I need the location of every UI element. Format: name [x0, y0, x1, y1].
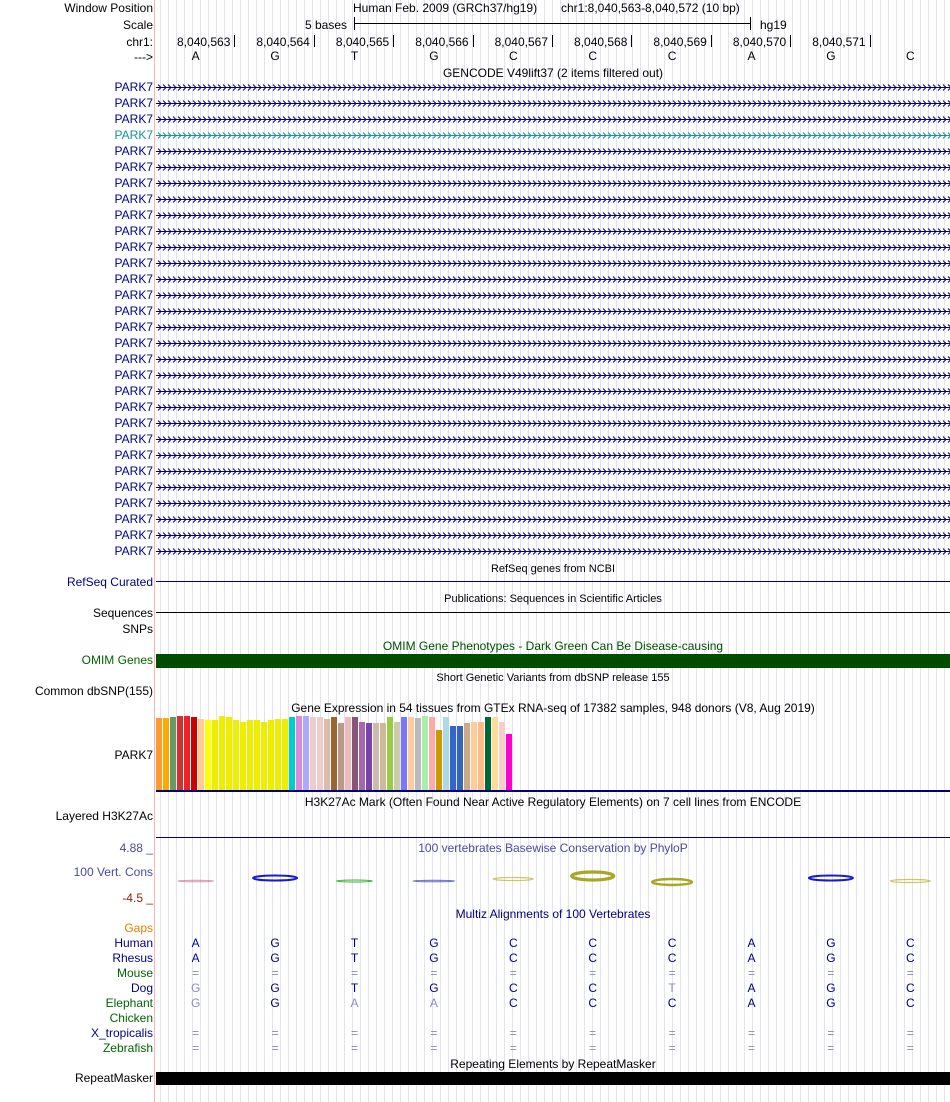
gtex-tissue-bar[interactable]	[275, 719, 281, 790]
transcript-arrows	[156, 160, 950, 174]
transcript-arrows	[156, 128, 950, 142]
alignment-base: C	[508, 996, 518, 1010]
position-tick	[314, 35, 315, 47]
alignment-base: =	[827, 966, 835, 980]
gtex-tissue-bar[interactable]	[310, 717, 316, 790]
position-tick-label: 8,040,570	[732, 35, 787, 49]
omim-label[interactable]: OMIM Genes	[81, 653, 153, 667]
gtex-tissue-bar[interactable]	[436, 730, 442, 790]
gtex-tissue-bar[interactable]	[212, 720, 218, 790]
gencode-gene-label[interactable]: PARK7	[114, 416, 153, 430]
transcript-arrows	[156, 496, 950, 510]
gtex-tissue-bar[interactable]	[296, 716, 302, 790]
position-tick-label: 8,040,565	[335, 35, 390, 49]
alignment-base: G	[270, 936, 280, 950]
position-tick-label: 8,040,567	[494, 35, 548, 49]
alignment-base: C	[667, 951, 677, 965]
transcript-arrows	[156, 96, 950, 110]
repeatmasker-bar[interactable]	[156, 1072, 950, 1085]
gtex-tissue-bar[interactable]	[506, 734, 512, 790]
gencode-gene-label[interactable]: PARK7	[114, 272, 153, 286]
gtex-tissue-bar[interactable]	[359, 722, 365, 790]
gtex-tissue-bar[interactable]	[219, 716, 225, 790]
position-tick-label: 8,040,566	[415, 35, 469, 49]
h3k27ac-label[interactable]: Layered H3K27Ac	[55, 809, 153, 823]
gencode-gene-label[interactable]: PARK7	[114, 176, 153, 190]
gencode-gene-label[interactable]: PARK7	[114, 336, 153, 350]
region-text: chr1:8,040,563-8,040,572 (10 bp)	[561, 1, 740, 15]
transcript-arrows	[156, 144, 950, 158]
gencode-transcript[interactable]	[156, 208, 950, 222]
gencode-transcript[interactable]	[156, 304, 950, 318]
alignment-base: C	[508, 981, 518, 995]
gencode-transcript[interactable]	[156, 336, 950, 350]
alignment-base: A	[191, 951, 200, 965]
species-label[interactable]: Dog	[130, 981, 153, 995]
species-label[interactable]: Chicken	[109, 1011, 153, 1025]
gtex-tissue-bar[interactable]	[485, 717, 491, 790]
gtex-tissue-bar[interactable]	[338, 723, 344, 790]
h3k27ac-track-title: H3K27Ac Mark (Often Found Near Active Regulatory Elements) on 7 cell lines from ENCODE	[304, 795, 802, 809]
alignment-base: G	[826, 996, 836, 1010]
gtex-tissue-bar[interactable]	[422, 716, 428, 790]
reference-base: C	[667, 49, 677, 63]
gencode-transcript[interactable]	[156, 512, 950, 526]
gtex-tissue-bar[interactable]	[156, 718, 162, 790]
gtex-tissue-bar[interactable]	[163, 718, 169, 790]
alignment-base: =	[271, 1041, 279, 1055]
repeatmasker-label[interactable]: RepeatMasker	[74, 1071, 153, 1085]
reference-base: C	[508, 49, 518, 63]
alignment-base: =	[827, 1041, 835, 1055]
transcript-arrows	[156, 288, 950, 302]
alignment-base: T	[350, 936, 359, 950]
alignment-base: =	[509, 1026, 517, 1040]
gencode-transcript[interactable]	[156, 288, 950, 302]
transcript-arrows	[156, 208, 950, 222]
alignment-base: =	[589, 1026, 597, 1040]
gencode-gene-label[interactable]: PARK7	[114, 512, 153, 526]
alignment-base: =	[589, 1041, 597, 1055]
alignment-base: =	[271, 1026, 279, 1040]
alignment-base: C	[508, 951, 518, 965]
gtex-tissue-bar[interactable]	[317, 717, 323, 790]
gencode-transcript[interactable]	[156, 352, 950, 366]
transcript-arrows	[156, 320, 950, 334]
gencode-transcript[interactable]	[156, 160, 950, 174]
gtex-tissue-bar[interactable]	[282, 719, 288, 790]
gtex-tissue-bar[interactable]	[499, 722, 505, 790]
alignment-base: C	[588, 936, 598, 950]
gencode-gene-label[interactable]: PARK7	[114, 448, 153, 462]
reference-base: T	[350, 49, 359, 63]
alignment-base: =	[827, 1026, 835, 1040]
alignment-base: A	[747, 996, 756, 1010]
transcript-arrows	[156, 240, 950, 254]
gencode-transcript[interactable]	[156, 432, 950, 446]
gtex-tissue-bar[interactable]	[198, 719, 204, 790]
gencode-transcript[interactable]	[156, 464, 950, 478]
species-label[interactable]: Rhesus	[112, 951, 153, 965]
phylop-glyph	[652, 879, 692, 885]
gtex-tissue-bar[interactable]	[268, 720, 274, 790]
transcript-arrows	[156, 416, 950, 430]
position-tick	[552, 35, 553, 47]
position-tick-label: 8,040,568	[574, 35, 628, 49]
position-tick	[393, 35, 394, 47]
gtex-tissue-bar[interactable]	[226, 717, 232, 790]
alignment-base: =	[906, 1041, 914, 1055]
gtex-tissue-bar[interactable]	[247, 720, 253, 790]
publications-line	[156, 612, 950, 613]
gencode-transcript[interactable]	[156, 240, 950, 254]
gtex-bar-chart[interactable]	[156, 716, 556, 790]
phylop-glyph	[337, 880, 373, 882]
gtex-tissue-bar[interactable]	[184, 716, 190, 790]
h3k27ac-baseline	[156, 837, 950, 838]
scale-bar	[354, 17, 751, 31]
transcript-arrows	[156, 432, 950, 446]
gtex-tissue-bar[interactable]	[450, 726, 456, 790]
conservation-max-label: 4.88 _	[119, 841, 153, 855]
alignment-base: G	[429, 936, 439, 950]
position-tick-label: 8,040,563	[177, 35, 231, 49]
alignment-base: =	[509, 1041, 517, 1055]
transcript-arrows	[156, 80, 950, 94]
alignment-base: G	[826, 936, 836, 950]
alignment-base: T	[668, 981, 676, 995]
gtex-tissue-bar[interactable]	[233, 720, 239, 790]
transcript-arrows	[156, 352, 950, 366]
transcript-arrows	[156, 176, 950, 190]
gencode-gene-label[interactable]: PARK7	[114, 496, 153, 510]
alignment-base: =	[668, 1041, 676, 1055]
gtex-tissue-bar[interactable]	[443, 717, 449, 790]
conservation-track-title: 100 vertebrates Basewise Conservation by PhyloP	[418, 841, 688, 855]
alignment-base: =	[668, 966, 676, 980]
gtex-tissue-bar[interactable]	[401, 717, 407, 790]
repeatmasker-track-title: Repeating Elements by RepeatMasker	[450, 1057, 656, 1071]
alignment-base: C	[905, 981, 915, 995]
transcript-arrows	[156, 544, 950, 558]
gtex-tissue-bar[interactable]	[415, 718, 421, 790]
gtex-tissue-bar[interactable]	[331, 717, 337, 790]
transcript-arrows	[156, 304, 950, 318]
alignment-base: C	[905, 951, 915, 965]
gencode-gene-label[interactable]: PARK7	[114, 224, 153, 238]
alignment-base: =	[192, 966, 200, 980]
gtex-tissue-bar[interactable]	[373, 723, 379, 790]
alignment-base: A	[747, 936, 756, 950]
alignment-base: =	[906, 1026, 914, 1040]
gtex-tissue-bar[interactable]	[254, 720, 260, 790]
transcript-arrows	[156, 400, 950, 414]
gencode-transcript[interactable]	[156, 176, 950, 190]
alignment-base: G	[270, 951, 280, 965]
reference-base: A	[191, 49, 200, 63]
gencode-transcript[interactable]	[156, 224, 950, 238]
alignment-base: G	[429, 981, 439, 995]
transcript-arrows	[156, 384, 950, 398]
gencode-transcript[interactable]	[156, 528, 950, 542]
conservation-min-label: -4.5 _	[122, 891, 153, 905]
gencode-gene-label[interactable]: PARK7	[114, 80, 153, 94]
position-tick	[711, 35, 712, 47]
gencode-track-title: GENCODE V49lift37 (2 items filtered out)	[442, 66, 664, 80]
alignment-base: G	[429, 951, 439, 965]
gencode-transcript[interactable]	[156, 256, 950, 270]
refseq-label[interactable]: RefSeq Curated	[66, 575, 153, 589]
dbsnp-label[interactable]: Common dbSNP(155)	[34, 684, 153, 698]
alignment-base: A	[191, 936, 200, 950]
gencode-gene-label[interactable]: PARK7	[114, 256, 153, 270]
position-tick-label: 8,040,564	[256, 35, 310, 49]
publications-label[interactable]: Sequences	[92, 606, 153, 620]
gencode-gene-label[interactable]: PARK7	[114, 432, 153, 446]
gencode-transcript[interactable]	[156, 112, 950, 126]
alignment-base: C	[588, 951, 598, 965]
alignment-base: =	[747, 1026, 755, 1040]
gencode-gene-label[interactable]: PARK7	[114, 368, 153, 382]
strand-label[interactable]: --->	[134, 50, 153, 64]
gencode-transcript[interactable]	[156, 272, 950, 286]
gencode-gene-label[interactable]: PARK7	[114, 112, 153, 126]
species-label[interactable]: X_tropicalis	[90, 1026, 153, 1040]
window-position-label[interactable]: Window Position	[64, 1, 153, 15]
phylop-glyph	[809, 876, 853, 881]
gtex-tissue-bar[interactable]	[366, 723, 372, 790]
phylop-glyph	[413, 880, 455, 882]
scale-label[interactable]: Scale	[122, 18, 153, 32]
species-label[interactable]: Human	[114, 936, 153, 950]
alignment-base: A	[747, 951, 756, 965]
refseq-line	[156, 581, 950, 582]
gtex-tissue-bar[interactable]	[429, 717, 435, 790]
alignment-base: =	[747, 1041, 755, 1055]
alignment-base: =	[747, 966, 755, 980]
gencode-gene-label[interactable]: PARK7	[114, 400, 153, 414]
gencode-gene-label[interactable]: PARK7	[114, 192, 153, 206]
transcript-arrows	[156, 256, 950, 270]
gtex-tissue-bar[interactable]	[240, 722, 246, 790]
alignment-base: G	[826, 981, 836, 995]
alignment-base: C	[588, 981, 598, 995]
alignment-base: =	[430, 966, 438, 980]
gencode-gene-label[interactable]: PARK7	[114, 160, 153, 174]
transcript-arrows	[156, 272, 950, 286]
alignment-base: =	[350, 1026, 358, 1040]
gtex-tissue-bar[interactable]	[471, 722, 477, 790]
position-tick-label: 8,040,571	[812, 35, 866, 49]
alignment-base: G	[270, 981, 280, 995]
gencode-transcript[interactable]	[156, 128, 950, 142]
gencode-transcript[interactable]	[156, 320, 950, 334]
assembly-label: hg19	[760, 18, 787, 32]
gtex-tissue-bar[interactable]	[345, 717, 351, 790]
phylop-glyph	[178, 880, 214, 882]
gtex-tissue-bar[interactable]	[352, 717, 358, 790]
alignment-base: =	[192, 1041, 200, 1055]
transcript-arrows	[156, 464, 950, 478]
gtex-tissue-bar[interactable]	[464, 723, 470, 790]
gtex-tissue-bar[interactable]	[492, 717, 498, 790]
alignment-base: =	[350, 1041, 358, 1055]
omim-track-title: OMIM Gene Phenotypes - Dark Green Can Be Disease-causing	[382, 639, 724, 653]
gencode-transcript[interactable]	[156, 448, 950, 462]
gencode-gene-label[interactable]: PARK7	[114, 464, 153, 478]
transcript-arrows	[156, 112, 950, 126]
species-label[interactable]: Mouse	[116, 966, 153, 980]
transcript-arrows	[156, 224, 950, 238]
species-label[interactable]: Zebrafish	[102, 1041, 153, 1055]
conservation-label[interactable]: 100 Vert. Cons	[73, 865, 153, 879]
gtex-tissue-bar[interactable]	[324, 719, 330, 790]
gtex-label[interactable]: PARK7	[114, 748, 153, 762]
gtex-tissue-bar[interactable]	[191, 717, 197, 790]
gtex-tissue-bar[interactable]	[261, 722, 267, 790]
alignment-base: C	[508, 936, 518, 950]
position-tick	[234, 35, 235, 47]
alignment-base: T	[350, 981, 359, 995]
reference-base: G	[826, 49, 836, 63]
conservation-glyphs	[156, 868, 950, 898]
gencode-transcript[interactable]	[156, 544, 950, 558]
reference-base: C	[905, 49, 915, 63]
omim-gene-bar[interactable]	[156, 654, 950, 668]
phylop-glyph	[890, 880, 930, 883]
transcript-arrows	[156, 448, 950, 462]
gencode-transcript[interactable]	[156, 496, 950, 510]
gtex-tissue-bar[interactable]	[408, 717, 414, 790]
gencode-gene-label[interactable]: PARK7	[114, 144, 153, 158]
gencode-transcript[interactable]	[156, 480, 950, 494]
gencode-gene-label[interactable]: PARK7	[114, 320, 153, 334]
alignment-base: A	[429, 996, 438, 1010]
gtex-tissue-bar[interactable]	[457, 726, 463, 790]
gencode-gene-label[interactable]: PARK7	[114, 528, 153, 542]
alignment-base: =	[192, 1026, 200, 1040]
gencode-gene-label[interactable]: PARK7	[114, 352, 153, 366]
species-label[interactable]: Elephant	[105, 996, 153, 1010]
alignment-base: G	[191, 996, 201, 1010]
gencode-gene-label[interactable]: PARK7	[114, 480, 153, 494]
chr-label[interactable]: chr1:	[126, 35, 153, 49]
reference-base: G	[270, 49, 280, 63]
gencode-transcript[interactable]	[156, 192, 950, 206]
gencode-transcript[interactable]	[156, 144, 950, 158]
gencode-gene-label[interactable]: PARK7	[114, 208, 153, 222]
gtex-tissue-bar[interactable]	[303, 716, 309, 790]
gtex-track-title: Gene Expression in 54 tissues from GTEx RNA-seq of 17382 samples, 948 donors (V8, Aug 2019)	[291, 701, 815, 715]
alignment-base: =	[430, 1026, 438, 1040]
gtex-tissue-bar[interactable]	[387, 717, 393, 790]
gtex-tissue-bar[interactable]	[478, 722, 484, 790]
position-tick	[631, 35, 632, 47]
alignment-base: =	[350, 966, 358, 980]
alignment-base: C	[588, 996, 598, 1010]
alignment-base: =	[430, 1041, 438, 1055]
transcript-arrows	[156, 528, 950, 542]
reference-base: G	[429, 49, 439, 63]
gtex-tissue-bar[interactable]	[394, 722, 400, 790]
alignment-base: G	[191, 981, 201, 995]
alignment-base: C	[667, 936, 677, 950]
phylop-glyph	[572, 872, 614, 880]
refseq-track-title: RefSeq genes from NCBI	[490, 563, 616, 575]
assembly-title: Human Feb. 2009 (GRCh37/hg19)	[353, 1, 538, 15]
gaps-label[interactable]: Gaps	[124, 921, 153, 935]
gencode-transcript[interactable]	[156, 384, 950, 398]
gencode-transcript[interactable]	[156, 416, 950, 430]
reference-base: C	[588, 49, 598, 63]
alignment-base: A	[747, 981, 756, 995]
position-tick	[870, 35, 871, 47]
multiz-track-title: Multiz Alignments of 100 Vertebrates	[455, 907, 651, 921]
transcript-arrows	[156, 336, 950, 350]
gtex-tissue-bar[interactable]	[177, 716, 183, 790]
transcript-arrows	[156, 480, 950, 494]
phylop-glyph	[493, 878, 533, 881]
gtex-tissue-bar[interactable]	[205, 720, 211, 790]
gencode-transcript[interactable]	[156, 96, 950, 110]
alignment-base: =	[668, 1026, 676, 1040]
gencode-transcript[interactable]	[156, 80, 950, 94]
gencode-gene-label[interactable]: PARK7	[114, 96, 153, 110]
snps-label[interactable]: SNPs	[122, 622, 153, 636]
alignment-base: T	[350, 951, 359, 965]
transcript-arrows	[156, 512, 950, 526]
dbsnp-track-title: Short Genetic Variants from dbSNP release 155	[436, 672, 670, 684]
transcript-arrows	[156, 192, 950, 206]
gencode-gene-label[interactable]: PARK7	[114, 544, 153, 558]
alignment-base: C	[905, 996, 915, 1010]
phylop-glyph	[253, 876, 297, 881]
position-tick	[473, 35, 474, 47]
position-tick-label: 8,040,569	[653, 35, 707, 49]
gencode-gene-label[interactable]: PARK7	[114, 288, 153, 302]
alignment-base: =	[509, 966, 517, 980]
alignment-base: =	[906, 966, 914, 980]
gtex-baseline	[156, 790, 950, 792]
reference-base: A	[747, 49, 756, 63]
alignment-base: C	[905, 936, 915, 950]
scale-text: 5 bases	[305, 18, 348, 32]
position-tick	[790, 35, 791, 47]
transcript-arrows	[156, 368, 950, 382]
gtex-tissue-bar[interactable]	[289, 717, 295, 790]
alignment-base: A	[350, 996, 359, 1010]
gencode-gene-label[interactable]: PARK7	[114, 304, 153, 318]
gtex-tissue-bar[interactable]	[380, 723, 386, 790]
gtex-tissue-bar[interactable]	[170, 717, 176, 790]
alignment-base: C	[667, 996, 677, 1010]
gencode-gene-label[interactable]: PARK7	[114, 240, 153, 254]
alignment-base: G	[270, 996, 280, 1010]
gencode-gene-label[interactable]: PARK7	[114, 384, 153, 398]
gencode-transcript[interactable]	[156, 368, 950, 382]
gencode-transcript[interactable]	[156, 400, 950, 414]
gencode-gene-label[interactable]: PARK7	[114, 128, 153, 142]
alignment-base: =	[271, 966, 279, 980]
alignment-base: =	[589, 966, 597, 980]
publications-track-title: Publications: Sequences in Scientific Articles	[444, 593, 662, 605]
alignment-base: G	[826, 951, 836, 965]
